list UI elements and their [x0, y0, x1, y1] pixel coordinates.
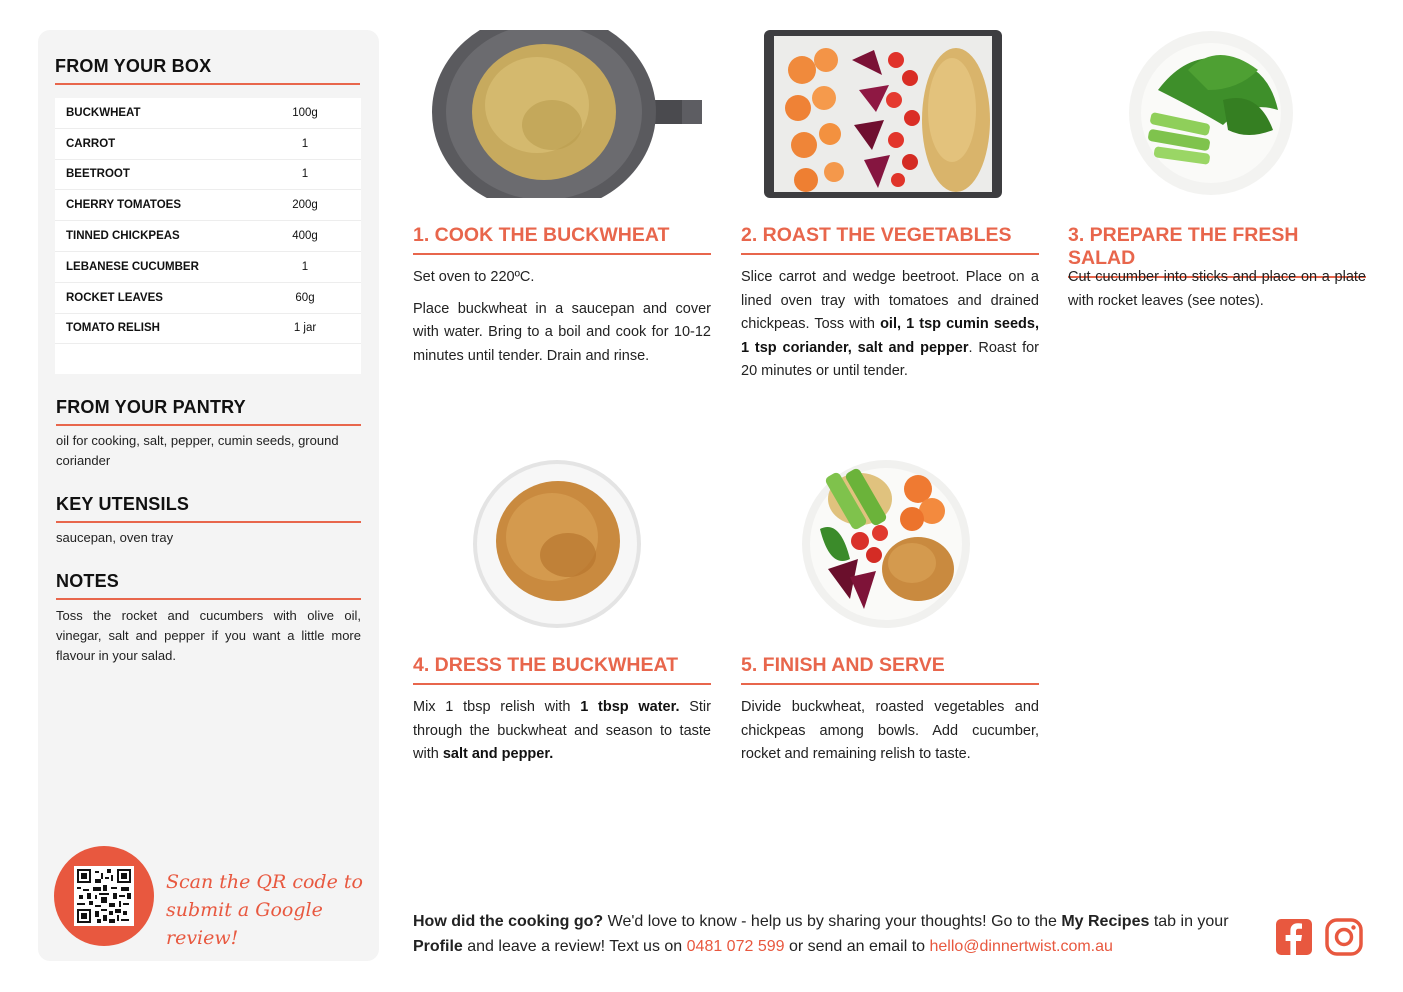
step-4-bold-2: salt and pepper. [442, 746, 554, 762]
step-5-paragraph: Divide buckwheat, roasted vegetables and chickpeas among bowls. Add cucumber, rocket and remaining relish to taste. [741, 699, 1039, 762]
instagram-icon[interactable] [1325, 918, 1363, 956]
footer-text-2: tab in your [1149, 913, 1229, 930]
ingredient-row [55, 129, 361, 160]
step-2-title: 2. ROAST THE VEGETABLES [741, 224, 1039, 255]
qr-code-icon[interactable] [74, 866, 134, 926]
step-3-photo [1128, 30, 1294, 196]
ingredient-name: ROCKET LEAVES [66, 291, 163, 304]
step-2-text-2: . Roast for 20 minutes or until tender. [741, 339, 1039, 379]
ingredient-name: TINNED CHICKPEAS [66, 230, 180, 243]
ingredient-qty: 400g [292, 230, 318, 243]
ingredient-qty: 1 jar [293, 322, 317, 335]
feedback-footer [413, 909, 1263, 959]
email-link[interactable]: hello@dinnertwist.com.au [929, 938, 1113, 955]
step-4-body [413, 696, 711, 775]
qr-code-badge[interactable] [54, 846, 154, 946]
facebook-icon[interactable] [1275, 918, 1313, 956]
utensils-text: saucepan, oven tray [56, 530, 174, 545]
footer-text-1: We'd love to know - help us by sharing your thoughts! Go to the [603, 913, 1062, 930]
ingredients-sidebar [38, 30, 379, 961]
step-1-title: 1. COOK THE BUCKWHEAT [413, 224, 711, 255]
footer-my-recipes: My Recipes [1061, 913, 1150, 930]
ingredient-qty: 1 [301, 260, 309, 273]
ingredient-row [55, 252, 361, 283]
step-1-body [413, 266, 711, 376]
qr-text-line-2: submit a Google review! [166, 899, 323, 949]
ingredient-name: BEETROOT [66, 168, 130, 181]
ingredient-name: LEBANESE CUCUMBER [66, 260, 199, 273]
pantry-text: oil for cooking, salt, pepper, cumin seeds, ground coriander [56, 433, 339, 468]
step-3-title: 3. PREPARE THE FRESH SALAD [1068, 224, 1366, 278]
ingredient-row [55, 160, 361, 191]
step-4-bold-1: 1 tbsp water. [580, 699, 680, 715]
ingredient-qty: 200g [292, 199, 318, 212]
step-4-title: 4. DRESS THE BUCKWHEAT [413, 654, 711, 685]
step-3-paragraph: Cut cucumber into sticks and place on a plate with rocket leaves (see notes). [1068, 269, 1366, 309]
phone-link[interactable]: 0481 072 599 [686, 938, 785, 955]
notes-title: NOTES [56, 571, 361, 600]
ingredient-qty: 60g [295, 291, 315, 304]
notes-text: Toss the rocket and cucumbers with olive oil, vinegar, salt and pepper if you want a little more flavour in your salad. [56, 608, 361, 663]
step-2-bold-1: oil, 1 tsp cumin seeds, 1 tsp coriander, salt and pepper [741, 316, 1039, 356]
ingredient-row [55, 98, 361, 129]
box-ingredients-table [55, 98, 361, 374]
step-4-text-1: Mix 1 tbsp relish with [413, 699, 581, 715]
step-1-paragraph-1: Set oven to 220ºC. [413, 269, 535, 285]
ingredient-name: CHERRY TOMATOES [66, 199, 182, 212]
ingredient-name: TOMATO RELISH [66, 322, 160, 335]
step-5-photo [800, 459, 972, 629]
step-1-paragraph-2: Place buckwheat in a saucepan and cover with water. Bring to a boil and cook for 10-12 minutes until tender. Drain and rinse. [413, 300, 711, 364]
ingredient-row [55, 283, 361, 314]
footer-question: How did the cooking go? [413, 913, 604, 930]
ingredient-qty: 1 [301, 168, 309, 181]
footer-profile: Profile [413, 938, 463, 955]
footer-text-4: or send an email to [784, 938, 930, 955]
qr-text-line-1: Scan the QR code to [166, 871, 363, 893]
from-your-pantry-title: FROM YOUR PANTRY [56, 397, 361, 426]
step-2-body [741, 266, 1039, 392]
step-5-title: 5. FINISH AND SERVE [741, 654, 1039, 685]
step-2-photo [764, 30, 1002, 198]
key-utensils-title: KEY UTENSILS [56, 494, 361, 523]
ingredient-row [55, 221, 361, 252]
footer-text-3: and leave a review! Text us on [462, 938, 687, 955]
step-1-photo [432, 30, 702, 198]
step-3-body [1068, 266, 1366, 321]
step-2-text-1: Slice carrot and wedge beetroot. Place on a lined oven tray with tomatoes and drained chickpeas. Toss with [741, 269, 1039, 332]
step-4-text-2: Stir through the buckwheat and season to taste with [413, 699, 711, 762]
ingredient-name: CARROT [66, 137, 116, 150]
step-2-paragraph [741, 266, 1039, 384]
step-4-photo [472, 459, 642, 629]
ingredient-row [55, 190, 361, 221]
step-4-paragraph [413, 696, 711, 767]
ingredient-name: BUCKWHEAT [66, 106, 141, 119]
ingredient-qty: 1 [301, 137, 309, 150]
step-5-body [741, 696, 1039, 775]
qr-review-prompt [166, 868, 366, 952]
from-your-box-title: FROM YOUR BOX [55, 56, 360, 85]
ingredient-row [55, 314, 361, 345]
ingredient-qty: 100g [292, 106, 318, 119]
